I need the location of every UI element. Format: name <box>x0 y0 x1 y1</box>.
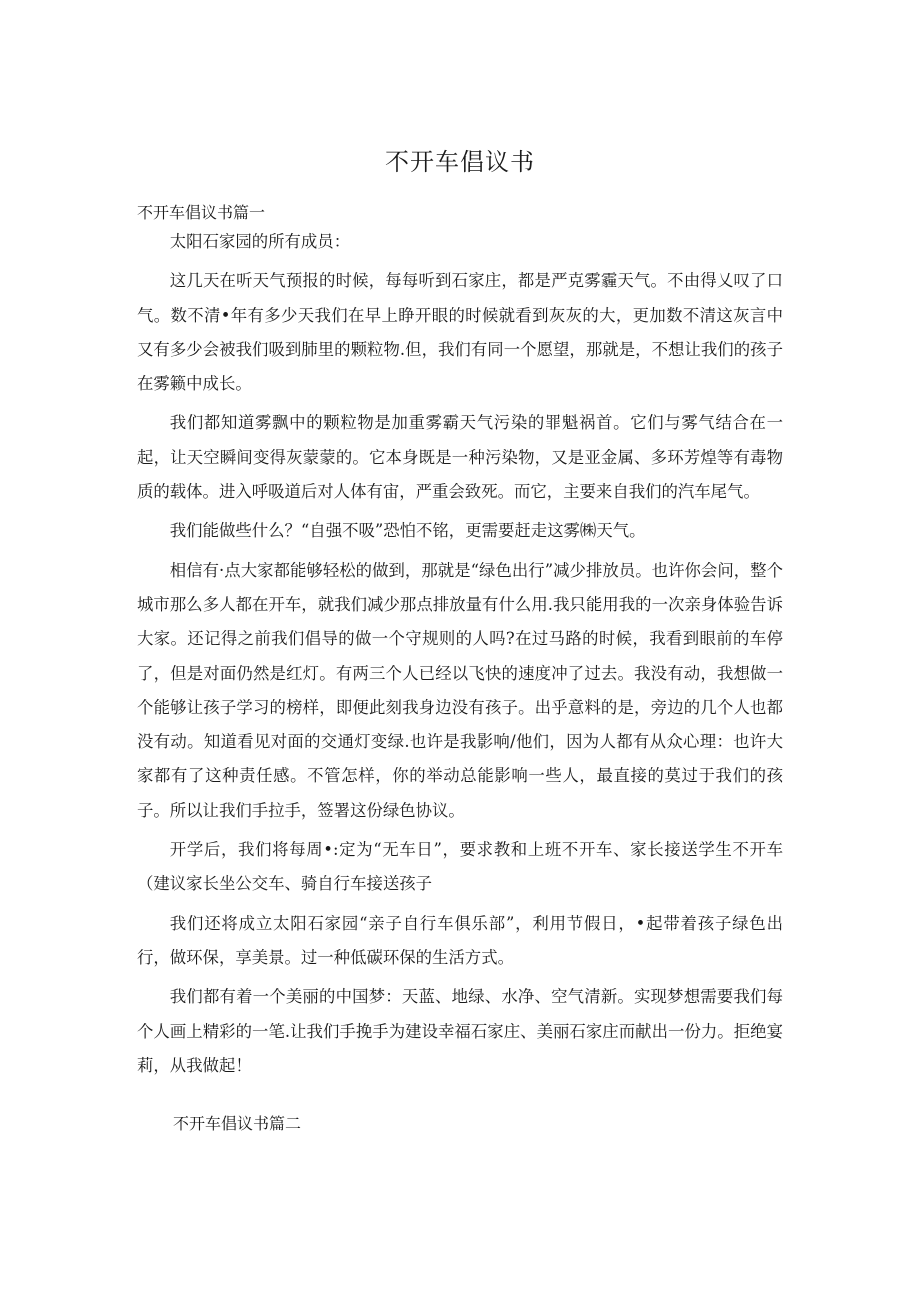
section-two-label: 不开车倡议书篇二 <box>173 1114 302 1133</box>
paragraph: 相信有·点大家都能够轻松的做到，那就是“绿色出行”减少排放员。也许你会问，整个城市那么多人都在开车，就我们减少那点排放量有什么用.我只能用我的一次亲身体验告诉大家。还记得之前我们倡导的做一个守规则的人吗?在过马路的时候，我看到眼前的车停了，但是对面仍然是红灯。有两三个人已经以飞快的速度冲了过去。我没有动，我想做一个能够让孩子学习的榜样，即便此刻我身边没有孩子。出乎意料的是，旁边的几个人也都没有动。知道看见对面的交通灯变绿.也许是我影响/他们，因为人都有从众心理：也许大家都有了这种责任感。不管怎样，你的举动总能影响一些人，最直接的莫过于我们的孩子。所以让我们手拉手，签署这份绿色协议。 <box>137 560 783 820</box>
paragraph-salutation: 太阳石家园的所有成员： <box>169 232 351 251</box>
paragraph: 这几天在听天气预报的时候，每每听到石家庄，都是严克雾霾天气。不由得乂叹了口气。数不清•年有多少天我们在早上睁开眼的时候就看到灰灰的大，更加数不清这灰言中又有多少会被我们吸到肺里的颗粒物.但，我们有同一个愿望，那就是，不想让我们的孩子在雾籁中成长。 <box>137 271 783 394</box>
paragraph: 我们都知道雾飘中的颗粒物是加重雾霸天气污染的罪魁祸首。它们与雾气结合在一起，让天空瞬间变得灰蒙蒙的。它本身既是一种污染物，又是亚金属、多环芳煌等有毒物质的载体。进入呼吸道后对人体有宙，严重会致死。而它，主要来自我们的汽车尾气。 <box>137 413 783 502</box>
paragraph: 开学后，我们将每周•:定为“无车日”，要求教和上班不开车、家长接送学生不开车（建议家长坐公交车、骑自行车接送孩子 <box>137 840 783 894</box>
document-body <box>137 225 783 1083</box>
paragraph: 我们都有着一个美丽的中国梦：天蓝、地绿、水净、空气清新。实现梦想需要我们每个人画上精彩的一笔.让我们手挽手为建设幸福石家庄、美丽石家庄而献出一份力。拒绝宴莉，从我做起！ <box>137 987 783 1075</box>
document-title: 不开车倡议书 <box>385 148 535 176</box>
section-one-label: 不开车倡议书篇一 <box>137 203 266 222</box>
paragraph: 我们能做些什么？“自强不吸”恐怕不铭，更需要赶走这雾㈱天气。 <box>169 521 646 541</box>
paragraph: 我们还将成立太阳石家园“亲子自行车俱乐部”，利用节假日，•起带着孩子绿色出行，做环保，享美景。过一种低碳环保的生活方式。 <box>137 913 783 967</box>
